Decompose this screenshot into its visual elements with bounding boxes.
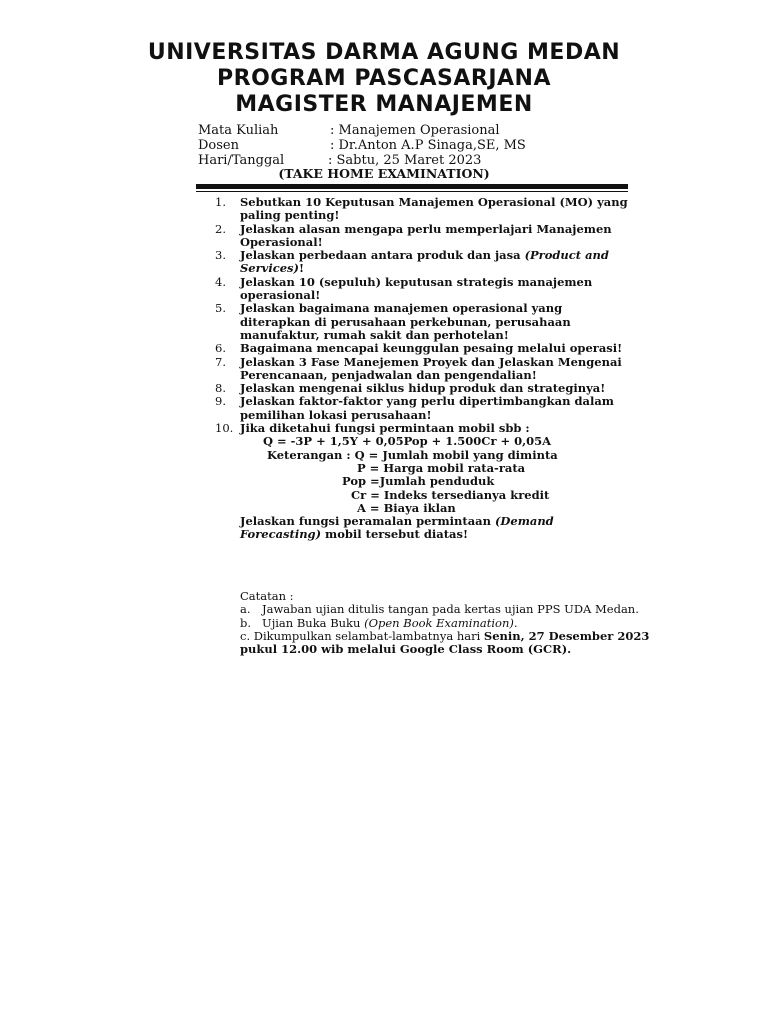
question-text: Jelaskan bagaimana manajemen operasional yang diterapkan di perusahaan perkebunan, perusahaan manufaktur, rumah sakit dan perhotelan! bbox=[240, 301, 571, 342]
date-value: : Sabtu, 25 Maret 2023 bbox=[328, 153, 482, 168]
question-number: 9. bbox=[215, 394, 226, 409]
header-divider-thin bbox=[196, 191, 628, 192]
question-7 bbox=[215, 356, 635, 383]
question-text: Jika diketahui fungsi permintaan mobil sbb : bbox=[240, 421, 530, 436]
question-2 bbox=[215, 223, 635, 250]
question-text: Jelaskan 10 (sepuluh) keputusan strategis manajemen operasional! bbox=[240, 274, 593, 303]
lecturer-value: : Dr.Anton A.P Sinaga,SE, MS bbox=[330, 138, 526, 153]
legend-pop: Pop =Jumlah penduduk bbox=[342, 474, 495, 489]
note-text: c. Dikumpulkan selambat-lambatnya hari bbox=[240, 628, 484, 643]
university-name: UNIVERSITAS DARMA AGUNG MEDAN bbox=[147, 40, 621, 65]
question-text: Jelaskan faktor-faktor yang perlu dipertimbangkan dalam pemilihan lokasi perusahaan! bbox=[240, 394, 614, 422]
question-9 bbox=[215, 395, 635, 422]
question-text-end: ! bbox=[298, 261, 305, 276]
note-c bbox=[240, 630, 660, 657]
question-number: 8. bbox=[215, 381, 226, 396]
question-text: Jelaskan alasan mengapa perlu memperlajari Manajemen Operasional! bbox=[240, 221, 612, 249]
question-number: 4. bbox=[215, 274, 226, 289]
question-6 bbox=[215, 342, 635, 355]
question-10 bbox=[215, 422, 635, 542]
legend-row bbox=[240, 449, 635, 462]
question-text: Jelaskan mengenai siklus hidup produk dan strateginya! bbox=[240, 381, 606, 396]
question-number: 5. bbox=[215, 301, 226, 316]
closing-text: Jelaskan fungsi peramalan permintaan bbox=[240, 514, 495, 529]
program-name: PROGRAM PASCASARJANA bbox=[217, 66, 551, 91]
question-8 bbox=[215, 382, 635, 395]
note-deadline: Senin, 27 Desember 2023 pukul 12.00 wib melalui Google Class Room (GCR). bbox=[240, 628, 650, 657]
question-text: Jelaskan 3 Fase Manejemen Proyek dan Jelaskan Mengenai Perencanaan, penjadwalan dan pengendalian! bbox=[240, 354, 622, 382]
formula-row bbox=[240, 435, 635, 448]
department-name: MAGISTER MANAJEMEN bbox=[235, 92, 533, 117]
document-header bbox=[0, 40, 768, 118]
info-row-lecturer bbox=[198, 138, 598, 153]
course-value: : Manajemen Operasional bbox=[330, 123, 500, 138]
lecturer-label: Dosen bbox=[198, 138, 239, 153]
note-letter: b. bbox=[240, 615, 252, 630]
question-text: Sebutkan 10 Keputusan Manajemen Operasional (MO) yang paling penting! bbox=[240, 195, 628, 223]
note-text-italic: (Open Book Examination). bbox=[364, 615, 518, 630]
question-text: Bagaimana mencapai keunggulan pesaing melalui operasi! bbox=[240, 341, 623, 356]
question-number: 10. bbox=[215, 421, 234, 436]
question-1 bbox=[215, 196, 635, 223]
exam-title: (TAKE HOME EXAMINATION) bbox=[278, 166, 490, 181]
question-5 bbox=[215, 302, 635, 342]
question-text: Jelaskan perbedaan antara produk dan jasa bbox=[240, 248, 525, 263]
question-number: 7. bbox=[215, 354, 226, 369]
course-label: Mata Kuliah bbox=[198, 123, 279, 138]
info-row-course bbox=[198, 123, 598, 138]
question-number: 2. bbox=[215, 221, 226, 236]
course-info bbox=[198, 123, 598, 168]
note-a bbox=[240, 603, 660, 616]
question-number: 3. bbox=[215, 248, 226, 263]
question-3 bbox=[215, 249, 635, 276]
legend-row bbox=[240, 462, 635, 475]
question-list bbox=[215, 196, 635, 542]
notes-section bbox=[240, 590, 660, 656]
closing-text-italic: (Demand Forecasting) bbox=[240, 514, 554, 542]
legend-a: A = Biaya iklan bbox=[357, 500, 456, 515]
question-text-italic: (Product and Services) bbox=[240, 248, 609, 276]
closing-text-end: mobil tersebut diatas! bbox=[321, 527, 469, 542]
legend-q: Keterangan : Q = Jumlah mobil yang diminta bbox=[267, 447, 558, 462]
date-label: Hari/Tanggal bbox=[198, 153, 285, 168]
legend-row bbox=[240, 475, 635, 488]
note-text: Ujian Buka Buku bbox=[262, 615, 365, 630]
legend-cr: Cr = Indeks tersedianya kredit bbox=[351, 487, 550, 502]
header-divider-thick bbox=[196, 184, 628, 189]
question-closing bbox=[240, 515, 635, 542]
note-letter: a. bbox=[240, 602, 251, 617]
question-number: 6. bbox=[215, 341, 226, 356]
legend-row bbox=[240, 489, 635, 502]
legend-row bbox=[240, 502, 635, 515]
question-number: 1. bbox=[215, 195, 226, 209]
legend-p: P = Harga mobil rata-rata bbox=[357, 460, 526, 475]
demand-formula: Q = -3P + 1,5Y + 0,05Pop + 1.500Cr + 0,05A bbox=[263, 434, 552, 449]
note-b bbox=[240, 617, 660, 630]
notes-title: Catatan : bbox=[240, 589, 294, 603]
question-4 bbox=[215, 276, 635, 303]
note-text: Jawaban ujian ditulis tangan pada kertas ujian PPS UDA Medan. bbox=[262, 602, 639, 617]
